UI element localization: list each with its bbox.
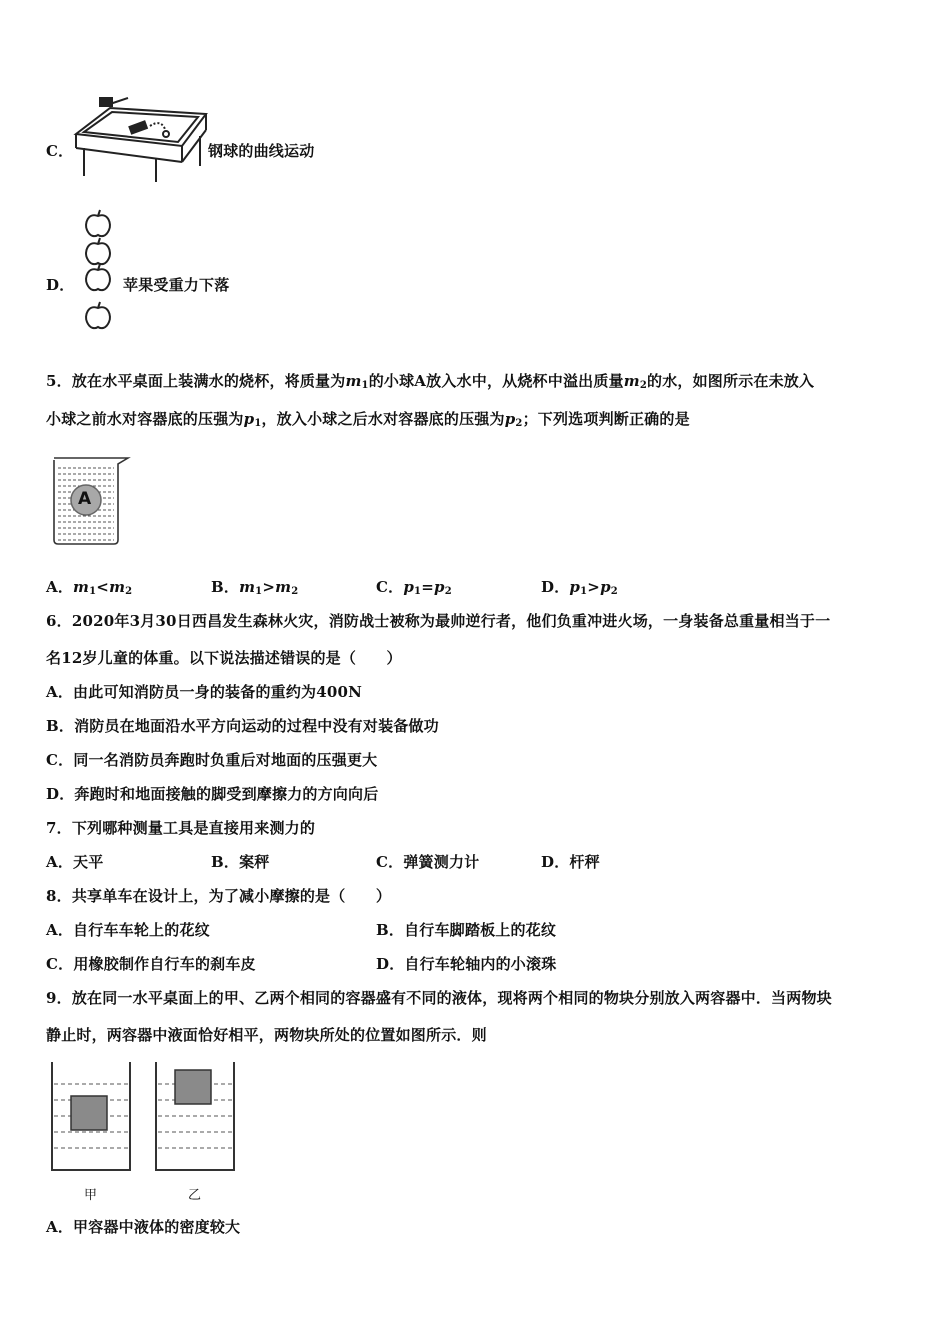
steel-ball-table-figure <box>70 96 210 188</box>
q7-stem: 7．下列哪种测量工具是直接用来测力的 <box>46 819 316 837</box>
q8-option-d: D．自行车轮轴内的小滚珠 <box>376 955 557 973</box>
q5-option-d: D．$p_1>p_2$ <box>541 578 618 597</box>
q8-option-a: A．自行车车轮上的花纹 <box>46 921 210 939</box>
falling-apples-figure <box>82 210 116 332</box>
container-yi-label: 乙 <box>188 1188 202 1203</box>
q7-option-c: C．弹簧测力计 <box>376 853 480 871</box>
q5-option-b: B．$m_1>m_2$ <box>211 578 299 597</box>
q6-stem-line2: 名12岁儿童的体重。以下说法描述错误的是（ ） <box>46 649 402 667</box>
q4-option-c-text: 钢球的曲线运动 <box>208 142 315 160</box>
q8-option-b: B．自行车脚踏板上的花纹 <box>376 921 557 939</box>
q8-option-c: C．用橡胶制作自行车的刹车皮 <box>46 955 256 973</box>
q9-stem-line1: 9．放在同一水平桌面上的甲、乙两个相同的容器盛有不同的液体，现将两个相同的物块分别放入两容器中．当两物块 <box>46 989 832 1007</box>
q7-option-a: A．天平 <box>46 853 104 871</box>
q6-option-c: C．同一名消防员奔跑时负重后对地面的压强更大 <box>46 751 378 769</box>
q9-option-a: A．甲容器中液体的密度较大 <box>46 1218 241 1236</box>
q9-stem-line2: 静止时，两容器中液面恰好相平，两物块所处的位置如图所示．则 <box>46 1026 487 1044</box>
q5-stem-line2: 小球之前水对容器底的压强为$p_1$，放入小球之后水对容器底的压强为$p_2$；下列选项判断正确的是 <box>46 410 690 429</box>
q6-option-d: D．奔跑时和地面接触的脚受到摩擦力的方向向后 <box>46 785 379 803</box>
q7-option-b: B．案秤 <box>211 853 270 871</box>
q6-stem-line1: 6．2020年3月30日西昌发生森林火灾，消防战士被称为最帅逆行者，他们负重冲进火场，一身装备总重量相当于一 <box>46 612 831 630</box>
q5-option-a: A．$m_1<m_2$ <box>46 578 133 597</box>
q4-option-d-text: 苹果受重力下落 <box>123 276 230 294</box>
container-jia-label: 甲 <box>84 1188 98 1203</box>
q6-option-a: A．由此可知消防员一身的装备的重约为400N <box>46 683 363 701</box>
q5-stem-line1: 5．放在水平桌面上装满水的烧杯，将质量为$m_1$的小球A放入水中，从烧杯中溢出质量$m_2$的水，如图所示在未放入 <box>46 372 815 391</box>
q8-stem: 8．共享单车在设计上，为了减小摩擦的是（ ） <box>46 887 392 905</box>
q4-option-c-label: C． <box>46 142 74 160</box>
q7-option-d: D．杆秤 <box>541 853 600 871</box>
q5-option-c: C．$p_1=p_2$ <box>376 578 452 597</box>
ball-a-label: A <box>78 489 92 509</box>
q6-option-b: B．消防员在地面沿水平方向运动的过程中没有对装备做功 <box>46 717 439 735</box>
two-containers-figure <box>50 1062 236 1174</box>
q4-option-d-label: D． <box>46 276 75 294</box>
